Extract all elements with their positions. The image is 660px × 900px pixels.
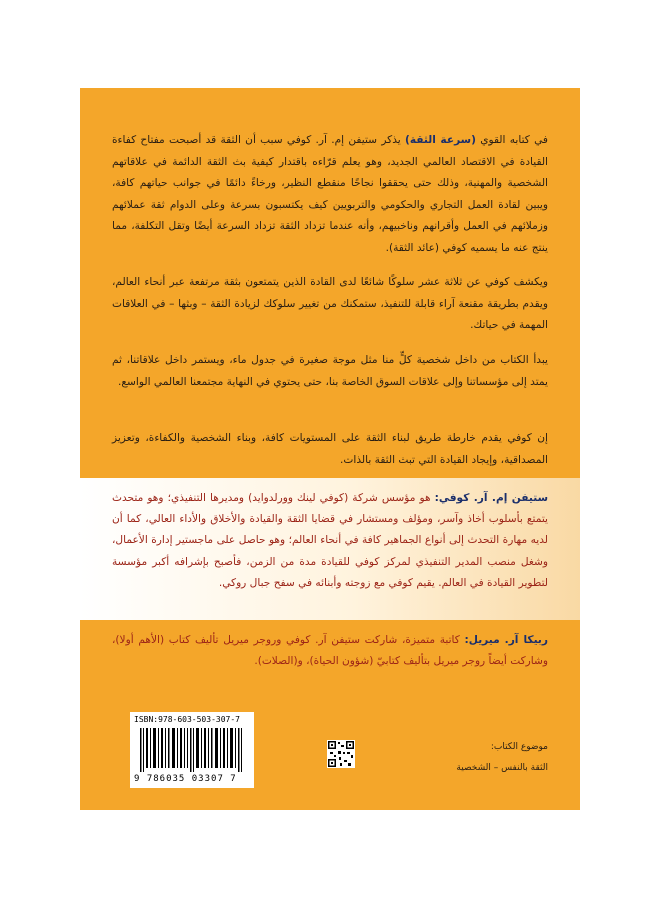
author-bio-stephen — [112, 488, 548, 594]
author-bio-rebecca — [112, 630, 548, 672]
qr-code-icon — [327, 740, 355, 768]
description-paragraph-4: إن كوفي يقدم خارطة طريق لبناء الثقة على المستويات كافة، وبناء الشخصية والكفاءة، وتعزيز المصداقية، وإيجاد القيادة التي تبث الثقة بالذات. — [112, 432, 548, 466]
isbn-label: ISBN:978-603-503-307-7 — [134, 715, 240, 724]
book-topic-value: الثقة بالنفس – الشخصية — [456, 763, 548, 773]
isbn-digits: 9 786035 03307 7 — [134, 774, 237, 784]
description-paragraph-1 — [112, 130, 548, 259]
description-paragraph-3: يبدأ الكتاب من داخل شخصية كلٍّ منا مثل موجة صغيرة في جدول ماء، ويستمر داخل علاقاتنا، ثم يمتد إلى مؤسساتنا وإلى علاقات السوق الخاصة بنا، حتى يحتوي في النهاية مجتمعنا العالمي الواسع. — [112, 354, 548, 388]
paragraph-1-body: يذكر ستيفن إم. آر. كوفي سبب أن الثقة قد أصبحت مفتاح كفاءة القيادة في الاقتصاد العالمي الجديد، وهو يعلم قرّاءه باقتدار كيفية بث الثقة الدائمة في علاقاتهم الشخصية والمهنية، وذلك حتى يحققوا نجاحًا منقطع النظير، ورخاءً دائمًا في جوانب حياتهم كافة، ويبين لقادة العمل التجاري والحكومي والتربويين كيف يكتسبون بسرعة وعلى الدوام ثقة عملائهم وزملائهم في العمل وأقرانهم وناخبيهم، وأنه عندما تزداد الثقة تزداد السرعة أيضًا وتقل التكلفة، مما ينتج عنه ما يسميه كوفي (عائد الثقة). — [112, 134, 548, 254]
author-name-stephen: ستيفن إم. آر. كوفي: — [434, 492, 548, 504]
barcode-bars — [134, 728, 250, 772]
isbn-barcode — [130, 712, 254, 788]
description-paragraph-2: ويكشف كوفي عن ثلاثة عشر سلوكًا شائعًا لدى القادة الذين يتمتعون بثقة مرتفعة عبر أنحاء العالم، ويقدم بطريقة مقنعة آراء قابلة للتنفيذ، ستمكنك من تغيير سلوكك لزيادة الثقة – وبثها – في العلاقات المهمة في حياتك. — [112, 276, 548, 331]
author-bio-stephen-text: هو مؤسس شركة (كوفي لينك وورلدوايد) ومديرها التنفيذي؛ وهو متحدث يتمتع بأسلوب أخاذ وآسر، ومؤلف ومستشار في قضايا الثقة والقيادة والأخلاق والأداء العالي، كما أن لديه مهارة التحدث إلى أنواع الجماهير كافة في أنحاء العالم؛ وهو حاصل على ماجستير إدارة الأعمال، وشغل منصب المدير التنفيذي لمركز كوفي للقيادة مدة من الزمن، فأصبح بإشرافه أكبر مؤسسة لتطوير القيادة في العالم. يقيم كوفي مع زوجته وأبنائه في سفح جبال روكي. — [112, 492, 548, 589]
book-topic-label: موضوع الكتاب: — [490, 742, 548, 752]
book-title-highlight: (سرعة الثقة) — [405, 134, 476, 146]
author-bio-rebecca-text: كاتبة متميزة، شاركت ستيفن آر. كوفي وروجر ميريل تأليف كتاب (الأهم أولا)، وشاركت أيضاً روجر ميريل بتأليف كتابيّ (شؤون الحياة)، و(الصلات). — [112, 634, 548, 668]
paragraph-1-lead: في كتابه القوي — [480, 134, 548, 146]
author-name-rebecca: ربيكا آر. ميريل: — [464, 634, 548, 646]
